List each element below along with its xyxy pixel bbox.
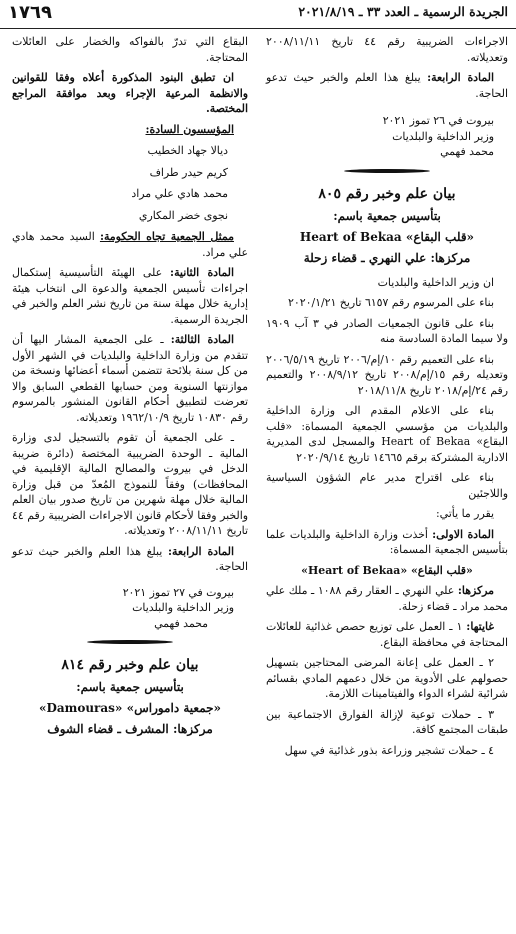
paragraph: البقاع التي تدرّ بالفواكه والخضار على العائلات المحتاجة. xyxy=(12,35,248,64)
article-label: المادة الرابعة: xyxy=(427,71,494,84)
article-text: أخذت وزارة الداخلية والبلديات علما بتأسيس الجمعية المسماة: xyxy=(266,527,508,556)
goal-label: غايتها: xyxy=(466,620,494,633)
article-text: يبلغ هذا العلم والخبر حيث تدعو الحاجة. xyxy=(266,71,508,100)
goal-three: ٣ ـ حملات توعية لإزالة الفوارق الاجتماعية بين طبقات المجتمع كافة. xyxy=(266,707,508,736)
article-four xyxy=(12,544,248,575)
article-label: المادة الاولى: xyxy=(432,527,494,541)
minister-name: محمد فهمي xyxy=(154,616,208,630)
hq-paragraph xyxy=(266,583,508,614)
founder-name: ديالا جهاد الخطيب xyxy=(147,144,228,157)
founder-name: كريم حيدر طراف xyxy=(149,165,228,179)
notice-title: بيان علم وخبر رقم ٨١٤ xyxy=(61,657,199,673)
paragraph: ان وزير الداخلية والبلديات xyxy=(377,275,494,289)
article-two xyxy=(12,265,248,327)
date-line: بيروت في ٢٧ تموز ٢٠٢١ xyxy=(122,585,234,599)
gazette-title: الجريدة الرسمية ـ العدد ٣٣ ـ ٢٠٢١/٨/١٩ xyxy=(298,4,508,19)
article-one xyxy=(266,527,508,558)
page-number: ١٧٦٩ xyxy=(8,2,52,23)
section-divider xyxy=(266,166,508,176)
association-name-quoted: «قلب البقاع» «Heart of Bekaa» xyxy=(301,563,473,577)
page-header xyxy=(0,0,516,29)
representative xyxy=(12,229,248,260)
paragraph: بناء على الاعلام المقدم الى وزارة الداخلية والبلديات من مؤسسي الجمعية المسماة: «قلب البقاع» Heart of Bekaa والمسجل لدى المديرية الادارية المشتركة برقم ١٤٦٦٥ تاريخ ٢٠٢٠/٩/١٤ xyxy=(266,404,509,464)
representative-label: ممثل الجمعية تجاه الحكومة: xyxy=(99,230,234,243)
left-column xyxy=(12,34,248,742)
decides-line: يقرر ما يأتي: xyxy=(435,507,494,520)
article-text: على الهيئة التأسيسية إستكمال اجراءات تأسيس الجمعية والدعوة الى انتخاب هيئة إدارية خلال مهلة سنة من تاريخ نشر العلم والخبر في الجريدة الرسمية. xyxy=(12,266,248,326)
article-label: المادة الرابعة: xyxy=(167,544,234,558)
founders-label: المؤسسون السادة: xyxy=(145,122,234,136)
article-text: ـ على الجمعية المشار اليها أن تتقدم من وزارة الداخلية والبلديات في الشهر الأول من كل سنة بلائحة تتضمن أسماء أعضائها ونسخة من موازنتها السنوية ومن حسابها القطعي السابق والا تعرضت لتطبيق أحكام القانون المنشور بالمرسوم رقم ١٠٨٣٠ تاريخ ١٩٦٢/١٠/٩ وتعديلاته. xyxy=(12,333,248,424)
association-hq: مركزها: علي النهري ـ قضاء زحلة xyxy=(303,250,471,265)
article-text: يبلغ هذا العلم والخبر حيث تدعو الحاجة. xyxy=(12,544,248,573)
minister-title: وزير الداخلية والبلديات xyxy=(392,129,494,143)
date-line: بيروت في ٢٦ تموز ٢٠٢١ xyxy=(382,114,494,127)
association-hq: مركزها: المشرف ـ قضاء الشوف xyxy=(47,722,213,736)
association-name: «قلب البقاع» Heart of Bekaa xyxy=(299,229,475,244)
minister-title: وزير الداخلية والبلديات xyxy=(132,601,234,614)
paragraph: الاجراءات الضريبية رقم ٤٤ تاريخ ٢٠٠٨/١١/١١ وتعديلاته. xyxy=(266,35,508,64)
founder-name: محمد هادي علي مراد xyxy=(131,187,228,200)
article-label: المادة الثالثة: xyxy=(170,333,234,346)
article-label: المادة الثانية: xyxy=(170,266,234,279)
association-name: «جمعية داموراس» «Damouras» xyxy=(38,701,222,715)
article-three xyxy=(12,332,248,425)
section-divider xyxy=(12,637,248,647)
founders-list xyxy=(12,143,248,223)
goal-four: ٤ ـ حملات تشجير وزراعة بذور غذائية في سهل xyxy=(284,743,494,757)
tax-registration: ـ على الجمعية أن تقوم بالتسجيل لدى وزارة المالية ـ الوحدة الضريبية المختصة (دائرة ضريبة الدخل في بيروت والمصالح المالية الإقليمية في المحافظات) وفقاً للنموذج المُعدّ من قبل وزارة المالية خلال مهلة شهرين من تاريخ صدور بيان العلم والخبر وفقا لأحكام قانون الاجراءات الضريبية رقم ٤٤ تاريخ ٢٠٠٨/١١/١١ وتعديلاته. xyxy=(12,431,248,537)
paragraph: بناء على قانون الجمعيات الصادر في ٣ آب ١٩٠٩ ولا سيما المادة السادسة منه xyxy=(266,316,508,345)
article-four xyxy=(266,70,508,101)
founder-name: نجوى خضر المكاري xyxy=(138,208,228,222)
notice-title: بيان علم وخبر رقم ٨٠٥ xyxy=(318,185,456,202)
hq-text: علي النهري ـ العقار رقم ١٠٨٨ ـ ملك علي محمد مراد ـ قضاء زحلة. xyxy=(266,584,508,613)
goal-two: ٢ ـ العمل على إعانة المرضى المحتاجين بتسهيل حصولهم على الأدوية من خلال دعمهم المادي بقسائم شرائية لشراء الدواء والفيتامينات اللازمة. xyxy=(266,656,508,700)
notice-subtitle: بتأسيس جمعية باسم: xyxy=(333,208,441,223)
paragraph: بناء على المرسوم رقم ٦١٥٧ تاريخ ٢٠٢٠/١/٢١ xyxy=(288,296,494,309)
minister-name: محمد فهمي xyxy=(440,145,494,158)
paragraph: بناء على اقتراح مدير عام الشؤون السياسية واللاجئين xyxy=(266,471,508,500)
hq-label: مركزها: xyxy=(457,584,494,597)
representative-text: السيد محمد هادي علي مراد. xyxy=(12,230,248,259)
goal-text: ١ ـ العمل على توزيع حصص غذائية للعائلات المحتاجة في محافظة البقاع. xyxy=(266,620,508,649)
right-column xyxy=(266,34,508,763)
paragraph: بناء على التعميم رقم ١٠/إم/٢٠٠٦ تاريخ ٢٠٠٦/٥/١٩ وتعديله رقم ١٥/إم/٢٠٠٨ تاريخ ٢٠٠٨/٩/١٢ والتعميم رقم ٢٤/إم/٢٠١٨ تاريخ ٢٠١٨/١١/٨ xyxy=(266,352,509,397)
notice-subtitle: بتأسيس جمعية باسم: xyxy=(76,680,184,694)
goal-one xyxy=(266,619,508,650)
compliance-clause: ان تطبق البنود المذكورة أعلاه وفقا للقوانين والانظمة المرعية الإجراء وبعد موافقة المراجع المختصة. xyxy=(12,71,248,115)
